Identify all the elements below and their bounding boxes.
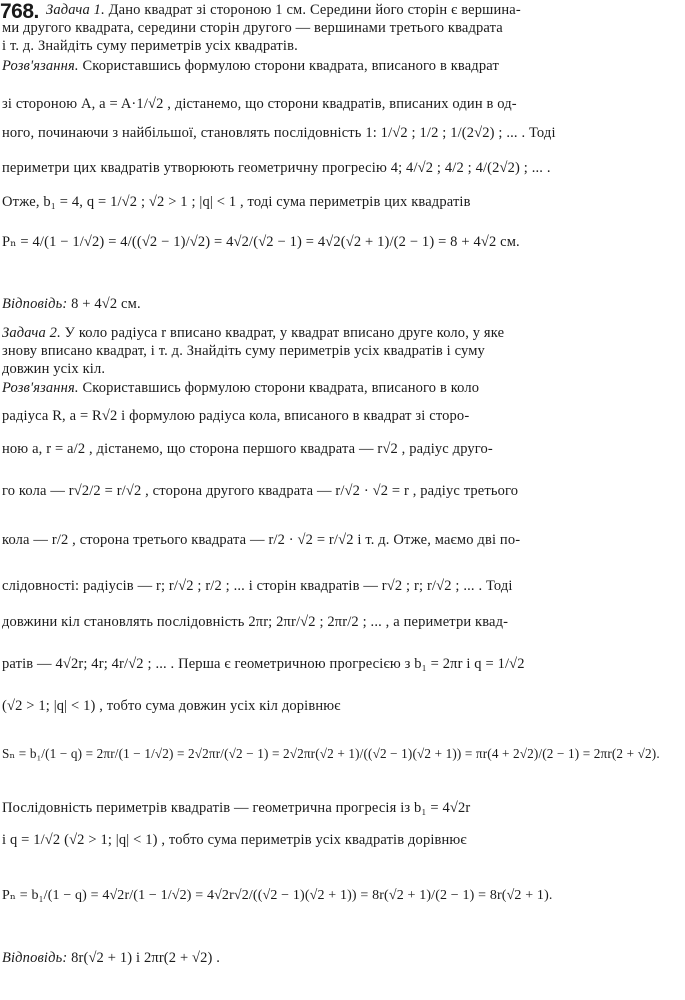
solution1-text-1: Скориставшись формулою сторони квадрата, вписаного в квадрат xyxy=(82,58,499,74)
problem-number: 768. xyxy=(0,0,39,23)
solution1-line3: ного, починаючи з найбільшої, становлять послідовність 1: 1/√2 ; 1/2 ; 1/(2√2) ; ... . Тоді xyxy=(2,125,556,141)
solution2-formula2: Pₙ = b₁/(1 − q) = 4√2r/(1 − 1/√2) = 4√2r√2/((√2 − 1)(√2 + 1)) = 8r(√2 + 1)/(2 − 1) = 8r(√2 + 1). xyxy=(2,888,553,903)
solution2-line8: ратів — 4√2r; 4r; 4r/√2 ; ... . Перша є геометричною прогресією з b₁ = 2πr і q = 1/√2 xyxy=(2,656,525,672)
solution2-text-1: Скориставшись формулою сторони квадрата, вписаного в коло xyxy=(82,380,480,396)
answer1 xyxy=(2,296,677,313)
answer1-label: Відповідь: xyxy=(2,296,68,312)
task1-text-1: Дано квадрат зі стороною 1 см. Середини його сторін є вершина- xyxy=(108,2,521,18)
solution2-line6: слідовності: радіусів — r; r/√2 ; r/2 ; ... і сторін квадратів — r√2 ; r; r/√2 ; ... . Тоді xyxy=(2,578,513,594)
task2-line3: довжин усіх кіл. xyxy=(2,361,106,377)
solution2-label: Розв'язання. xyxy=(2,380,79,396)
solution2-line7: довжини кіл становлять послідовність 2πr; 2πr/√2 ; 2πr/2 ; ... , а периметри квад- xyxy=(2,614,509,630)
solution2-line10: Послідовність периметрів квадратів — геометрична прогресія із b₁ = 4√2r xyxy=(2,800,471,816)
task1-label: Задача 1. xyxy=(46,2,105,18)
answer2-value: 8r(√2 + 1) і 2πr(2 + √2) . xyxy=(71,950,221,966)
solution1-line4: периметри цих квадратів утворюють геометричну прогресію 4; 4/√2 ; 4/2 ; 4/(2√2) ; ... . xyxy=(2,160,551,176)
task2-line2: знову вписано квадрат, і т. д. Знайдіть суму периметрів усіх квадратів і суму xyxy=(2,343,485,359)
solution1-label: Розв'язання. xyxy=(2,58,79,74)
task2-text-1: У коло радіуса r вписано квадрат, у квадрат вписано друге коло, у яке xyxy=(64,325,505,341)
task1-line1 xyxy=(46,2,677,19)
solution2-line3: ною a, r = a/2 , дістанемо, що сторона першого квадрата — r√2 , радіус друго- xyxy=(2,441,493,457)
answer2-label: Відповідь: xyxy=(2,950,68,966)
answer1-value: 8 + 4√2 см. xyxy=(71,296,141,312)
task2-label: Задача 2. xyxy=(2,325,61,341)
solution2-line9: (√2 > 1; |q| < 1) , тобто сума довжин усіх кіл дорівнює xyxy=(2,698,341,714)
solution2-line1 xyxy=(2,380,677,397)
solution2-line11: і q = 1/√2 (√2 > 1; |q| < 1) , тобто сума периметрів усіх квадратів дорівнює xyxy=(2,832,467,848)
solution1-line5: Отже, b₁ = 4, q = 1/√2 ; √2 > 1 ; |q| < 1 , тоді сума периметрів цих квадратів xyxy=(2,194,471,210)
task1-line3: і т. д. Знайдіть суму периметрів усіх квадратів. xyxy=(2,38,298,54)
task2-line1 xyxy=(2,325,677,342)
solution2-line2: радіуса R, a = R√2 і формулою радіуса кола, вписаного в квадрат зі сторо- xyxy=(2,408,470,424)
task1-line2: ми другого квадрата, середини сторін другого — вершинами третього квадрата xyxy=(2,20,503,36)
solution2-line5: кола — r/2 , сторона третього квадрата — r/2 · √2 = r/√2 і т. д. Отже, маємо дві по- xyxy=(2,532,521,548)
solution2-formula1: Sₙ = b₁/(1 − q) = 2πr/(1 − 1/√2) = 2√2πr/(√2 − 1) = 2√2πr(√2 + 1)/((√2 − 1)(√2 + 1)) = πr(4 + 2√2)/(2 − 1) = 2πr(2 + √2). xyxy=(2,746,660,761)
solution1-line2: зі стороною A, a = A·1/√2 , дістанемо, що сторони квадратів, вписаних один в од- xyxy=(2,96,517,112)
solution1-formula: Pₙ = 4/(1 − 1/√2) = 4/((√2 − 1)/√2) = 4√2/(√2 − 1) = 4√2(√2 + 1)/(2 − 1) = 8 + 4√2 см. xyxy=(2,234,520,250)
answer2 xyxy=(2,950,677,967)
solution2-line4: го кола — r√2/2 = r/√2 , сторона другого квадрата — r/√2 · √2 = r , радіус третього xyxy=(2,483,519,499)
solution1-line1 xyxy=(2,58,677,75)
